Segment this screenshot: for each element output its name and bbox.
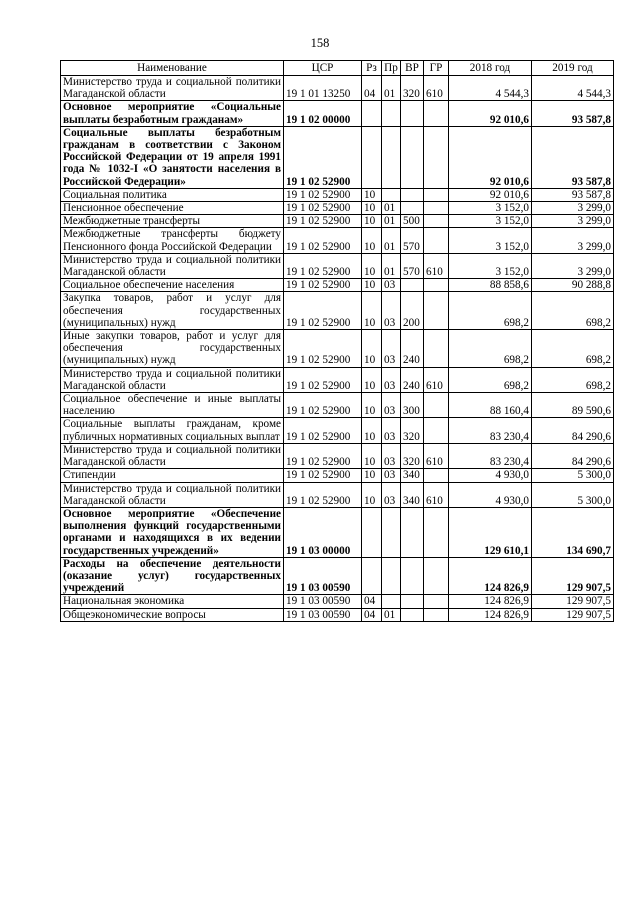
cell-csr: 19 1 02 00000 [284,101,362,126]
cell-csr: 19 1 02 52900 [284,443,362,468]
table-header-row [61,61,614,76]
cell-2019: 4 544,3 [532,76,614,101]
table-row [61,469,614,482]
cell-2019: 90 288,8 [532,279,614,292]
cell-pr: 03 [382,482,401,507]
cell-gr [424,228,449,253]
cell-csr: 19 1 02 52900 [284,482,362,507]
cell-rz: 10 [362,393,382,418]
cell-2019: 5 300,0 [532,469,614,482]
cell-pr [382,126,401,188]
table-row [61,608,614,621]
cell-vr [401,279,424,292]
cell-2018: 124 826,9 [449,595,532,608]
cell-gr [424,330,449,368]
cell-2018: 83 230,4 [449,418,532,443]
header-pr: Пр [382,61,401,76]
header-2018: 2018 год [449,61,532,76]
cell-2018: 698,2 [449,330,532,368]
cell-2018: 129 610,1 [449,507,532,557]
cell-2019: 698,2 [532,292,614,330]
cell-pr [382,595,401,608]
cell-gr: 610 [424,253,449,278]
cell-pr: 01 [382,228,401,253]
cell-csr: 19 1 03 00590 [284,595,362,608]
cell-rz: 10 [362,443,382,468]
cell-name: Министерство труда и социальной политики Магаданской области [61,443,284,468]
cell-pr: 01 [382,253,401,278]
cell-csr: 19 1 02 52900 [284,188,362,201]
cell-csr: 19 1 02 52900 [284,126,362,188]
cell-name: Министерство труда и социальной политики Магаданской области [61,482,284,507]
cell-rz [362,101,382,126]
cell-2019: 129 907,5 [532,557,614,595]
cell-rz: 04 [362,608,382,621]
cell-rz: 04 [362,595,382,608]
table-row [61,215,614,228]
cell-vr: 240 [401,330,424,368]
cell-gr [424,507,449,557]
cell-vr: 240 [401,367,424,392]
cell-gr [424,469,449,482]
cell-vr: 320 [401,443,424,468]
table-row [61,101,614,126]
table-row [61,507,614,557]
cell-csr: 19 1 03 00590 [284,608,362,621]
header-gr: ГР [424,61,449,76]
cell-name: Общеэкономические вопросы [61,608,284,621]
cell-csr: 19 1 02 52900 [284,253,362,278]
cell-csr: 19 1 02 52900 [284,367,362,392]
cell-2018: 88 858,6 [449,279,532,292]
cell-2019: 84 290,6 [532,443,614,468]
cell-gr [424,595,449,608]
cell-2019: 3 299,0 [532,253,614,278]
cell-rz [362,507,382,557]
cell-name: Расходы на обеспечение деятельности (оказание услуг) государственных учреждений [61,557,284,595]
cell-pr: 01 [382,202,401,215]
cell-gr [424,418,449,443]
cell-rz [362,126,382,188]
cell-2018: 124 826,9 [449,608,532,621]
cell-2018: 83 230,4 [449,443,532,468]
cell-vr [401,557,424,595]
cell-name: Иные закупки товаров, работ и услуг для обеспечения государственных (муниципальных) нужд [61,330,284,368]
cell-2019: 129 907,5 [532,595,614,608]
cell-rz: 10 [362,330,382,368]
header-vr: ВР [401,61,424,76]
cell-vr [401,188,424,201]
cell-gr: 610 [424,482,449,507]
table-row [61,279,614,292]
cell-name: Социальное обеспечение и иные выплаты населению [61,393,284,418]
cell-name: Социальные выплаты гражданам, кроме публичных нормативных социальных выплат [61,418,284,443]
cell-vr: 500 [401,215,424,228]
table-row [61,292,614,330]
cell-vr: 340 [401,482,424,507]
cell-name: Министерство труда и социальной политики Магаданской области [61,76,284,101]
cell-2019: 3 299,0 [532,228,614,253]
cell-csr: 19 1 02 52900 [284,469,362,482]
header-rz: Рз [362,61,382,76]
cell-pr: 01 [382,76,401,101]
cell-pr [382,188,401,201]
cell-gr [424,292,449,330]
cell-vr: 300 [401,393,424,418]
cell-name: Межбюджетные трансферты бюджету Пенсионного фонда Российской Федерации [61,228,284,253]
table-row [61,443,614,468]
cell-pr: 03 [382,469,401,482]
cell-rz: 10 [362,253,382,278]
cell-2018: 3 152,0 [449,202,532,215]
cell-2018: 3 152,0 [449,228,532,253]
table-row [61,418,614,443]
cell-name: Социальная политика [61,188,284,201]
cell-pr: 01 [382,215,401,228]
cell-2018: 4 544,3 [449,76,532,101]
cell-vr: 320 [401,76,424,101]
cell-name: Пенсионное обеспечение [61,202,284,215]
cell-2019: 134 690,7 [532,507,614,557]
cell-name: Стипендии [61,469,284,482]
cell-pr: 03 [382,367,401,392]
cell-pr: 03 [382,443,401,468]
cell-csr: 19 1 02 52900 [284,202,362,215]
cell-2018: 4 930,0 [449,482,532,507]
cell-gr [424,202,449,215]
cell-2018: 4 930,0 [449,469,532,482]
cell-vr [401,126,424,188]
cell-2019: 3 299,0 [532,215,614,228]
cell-2018: 698,2 [449,292,532,330]
cell-pr [382,557,401,595]
cell-gr: 610 [424,367,449,392]
table-row [61,202,614,215]
cell-gr [424,393,449,418]
page-number: 158 [310,36,330,50]
cell-2018: 698,2 [449,367,532,392]
cell-pr: 01 [382,608,401,621]
cell-2019: 93 587,8 [532,101,614,126]
cell-vr [401,202,424,215]
cell-csr: 19 1 02 52900 [284,279,362,292]
cell-rz: 10 [362,482,382,507]
cell-rz: 10 [362,215,382,228]
cell-rz [362,557,382,595]
cell-pr: 03 [382,418,401,443]
cell-2019: 89 590,6 [532,393,614,418]
cell-rz: 04 [362,76,382,101]
cell-csr: 19 1 02 52900 [284,393,362,418]
table-row [61,330,614,368]
table-row [61,367,614,392]
table-row [61,557,614,595]
cell-vr: 570 [401,253,424,278]
cell-2018: 3 152,0 [449,215,532,228]
cell-gr [424,188,449,201]
cell-name: Закупка товаров, работ и услуг для обеспечения государственных (муниципальных) нужд [61,292,284,330]
cell-pr: 03 [382,292,401,330]
cell-gr [424,279,449,292]
cell-gr [424,557,449,595]
cell-csr: 19 1 02 52900 [284,228,362,253]
cell-2018: 124 826,9 [449,557,532,595]
table-row [61,76,614,101]
cell-csr: 19 1 03 00000 [284,507,362,557]
header-2019: 2019 год [532,61,614,76]
cell-2018: 92 010,6 [449,101,532,126]
cell-vr [401,595,424,608]
cell-name: Основное мероприятие «Обеспечение выполнения функций государственными органами и находящихся в их ведении государственных учреждений» [61,507,284,557]
cell-gr [424,101,449,126]
table-row [61,482,614,507]
cell-name: Социальные выплаты безработным гражданам в соответствии с Законом Российской Федерации от 19 апреля 1991 года № 1032-I «О занятости населения в Российской Федерации» [61,126,284,188]
cell-pr [382,507,401,557]
cell-gr [424,215,449,228]
cell-rz: 10 [362,279,382,292]
cell-name: Министерство труда и социальной политики Магаданской области [61,367,284,392]
cell-vr: 570 [401,228,424,253]
cell-gr [424,126,449,188]
cell-pr: 03 [382,279,401,292]
cell-name: Министерство труда и социальной политики Магаданской области [61,253,284,278]
cell-name: Социальное обеспечение населения [61,279,284,292]
cell-vr [401,507,424,557]
cell-vr [401,101,424,126]
table-row [61,393,614,418]
cell-vr [401,608,424,621]
cell-2019: 5 300,0 [532,482,614,507]
cell-csr: 19 1 01 13250 [284,76,362,101]
cell-name: Межбюджетные трансферты [61,215,284,228]
cell-rz: 10 [362,202,382,215]
cell-2019: 93 587,8 [532,126,614,188]
cell-rz: 10 [362,367,382,392]
cell-pr: 03 [382,393,401,418]
header-csr: ЦСР [284,61,362,76]
table-row [61,253,614,278]
table-row [61,228,614,253]
cell-2019: 93 587,8 [532,188,614,201]
cell-csr: 19 1 03 00590 [284,557,362,595]
cell-2019: 698,2 [532,367,614,392]
cell-csr: 19 1 02 52900 [284,215,362,228]
cell-name: Национальная экономика [61,595,284,608]
cell-rz: 10 [362,188,382,201]
cell-name: Основное мероприятие «Социальные выплаты безработным гражданам» [61,101,284,126]
header-name: Наименование [61,61,284,76]
cell-2018: 92 010,6 [449,188,532,201]
cell-2019: 84 290,6 [532,418,614,443]
cell-rz: 10 [362,418,382,443]
table-row [61,126,614,188]
cell-2018: 92 010,6 [449,126,532,188]
cell-2019: 129 907,5 [532,608,614,621]
table-row [61,595,614,608]
cell-gr: 610 [424,443,449,468]
cell-vr: 200 [401,292,424,330]
cell-2018: 88 160,4 [449,393,532,418]
cell-pr [382,101,401,126]
cell-csr: 19 1 02 52900 [284,330,362,368]
cell-2019: 3 299,0 [532,202,614,215]
cell-vr: 320 [401,418,424,443]
cell-rz: 10 [362,292,382,330]
cell-pr: 03 [382,330,401,368]
cell-gr [424,608,449,621]
cell-csr: 19 1 02 52900 [284,418,362,443]
cell-gr: 610 [424,76,449,101]
cell-csr: 19 1 02 52900 [284,292,362,330]
table-row [61,188,614,201]
budget-table [60,60,614,622]
cell-2018: 3 152,0 [449,253,532,278]
cell-2019: 698,2 [532,330,614,368]
cell-vr: 340 [401,469,424,482]
table-body [61,76,614,622]
cell-rz: 10 [362,469,382,482]
cell-rz: 10 [362,228,382,253]
